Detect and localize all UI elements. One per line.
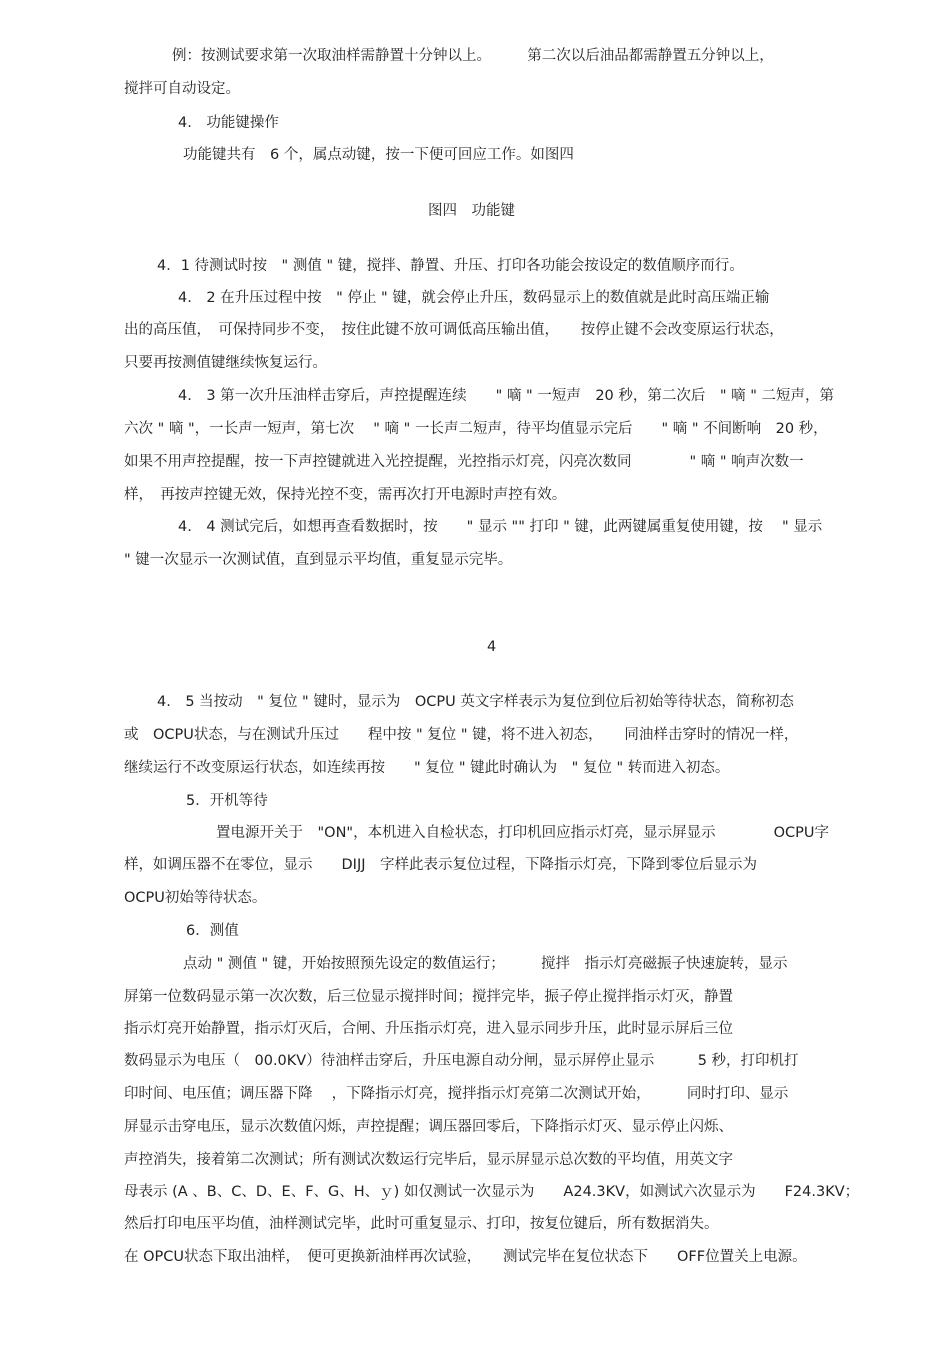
text-line: 在 OPCU状态下取出油样， 便可更换新油样再次试验， 测试完毕在复位状态下 OFF位置关上电源。 <box>124 1249 807 1265</box>
text-line: " 键一次显示一次测试值，直到显示平均值，重复显示完毕。 <box>124 552 513 568</box>
text-line: 例：按测试要求第一次取油样需静置十分钟以上。 第二次以后油品都需静置五分钟以上， <box>172 48 774 64</box>
text-line: 数码显示为电压（ 00.0KV）待油样击穿后，升压电源自动分闸，显示屏停止显示 5 秒，打印机打 <box>124 1053 799 1069</box>
text-line: 4. 4 测试完后，如想再查看数据时，按 " 显示 "" 打印 " 键，此两键属重复使用键，按 " 显示 <box>178 519 823 535</box>
text-line: 印时间、电压值；调压器下降 ，下降指示灯亮，搅拌指示灯亮第二次测试开始， 同时打印、显示 <box>124 1086 789 1102</box>
text-line: 功能键共有 6 个，属点动键，按一下便可回应工作。如图四 <box>183 147 574 163</box>
section-heading: 4. 功能键操作 <box>178 115 279 131</box>
text-line: 只要再按测值键继续恢复运行。 <box>124 355 327 371</box>
text-line: 4．1 待测试时按 " 测值 " 键，搅拌、静置、升压、打印各功能会按设定的数值顺序而行。 <box>157 258 744 274</box>
page-number: 4 <box>487 639 497 655</box>
text-line: 六次 " 嘀 "，一长声一短声，第七次 " 嘀 " 一长声二短声，待平均值显示完后 " 嘀 " 不间断响 20 秒， <box>124 421 828 437</box>
text-line: 然后打印电压平均值，油样测试完毕，此时可重复显示、打印，按复位键后，所有数据消失。 <box>124 1216 719 1232</box>
text-line: 点动 " 测值 " 键，开始按照预先设定的数值运行； 搅拌 指示灯亮磁振子快速旋转，显示 <box>183 956 788 972</box>
text-line: 屏第一位数码显示第一次次数，后三位显示搅拌时间；搅拌完毕，振子停止搅拌指示灯灭，静置 <box>124 989 733 1005</box>
section-heading: 5．开机等待 <box>186 793 268 809</box>
text-line: 继续运行不改变原运行状态，如连续再按 " 复位 " 键此时确认为 " 复位 " 转而进入初态。 <box>124 760 730 776</box>
text-line: 母表示 (A 、B、C、D、E、F、G、H、ｙ) 如仅测试一次显示为 A24.3KV，如测试六次显示为 F24.3KV； <box>124 1184 860 1200</box>
text-line: 搅拌可自动设定。 <box>124 81 240 97</box>
text-line: 样，如调压器不在零位，显示 DIJJ 字样此表示复位过程，下降指示灯亮，下降到零位后显示为 <box>124 857 757 873</box>
text-line: 指示灯亮开始静置，指示灯灭后，合闸、升压指示灯亮，进入显示同步升压，此时显示屏后三位 <box>124 1021 733 1037</box>
section-heading: 6．测值 <box>186 923 239 939</box>
text-line: 4. 5 当按动 " 复位 " 键时，显示为 OCPU 英文字样表示为复位到位后初始等待状态，简称初态 <box>157 694 794 710</box>
text-line: 出的高压值， 可保持同步不变， 按住此键不放可调低高压输出值， 按停止键不会改变原运行状态， <box>124 322 784 338</box>
figure-caption: 图四 功能键 <box>428 203 515 219</box>
text-line: 或 OCPU状态，与在测试升压过 程中按 " 复位 " 键，将不进入初态， 同油样击穿时的情况一样， <box>124 727 799 743</box>
text-line: 如果不用声控提醒，按一下声控键就进入光控提醒，光控指示灯亮，闪亮次数同 " 嘀 " 响声次数一 <box>124 454 804 470</box>
text-line: 屏显示击穿电压，显示次数值闪烁，声控提醒；调压器回零后，下降指示灯灭、显示停止闪烁、 <box>124 1119 733 1135</box>
text-line: 4. 3 第一次升压油样击穿后，声控提醒连续 " 嘀 " 一短声 20 秒，第二次后 " 嘀 " 二短声，第 <box>178 388 835 404</box>
text-line: 置电源开关于 "ON"，本机进入自检状态，打印机回应指示灯亮，显示屏显示 OCPU字 <box>216 825 829 841</box>
text-line: 声控消失，接着第二次测试；所有测试次数运行完毕后，显示屏显示总次数的平均值，用英文字 <box>124 1152 733 1168</box>
text-line: 4. 2 在升压过程中按 " 停止 " 键，就会停止升压，数码显示上的数值就是此时高压端正输 <box>178 290 770 306</box>
text-line: 样， 再按声控键无效，保持光控不变，需再次打开电源时声控有效。 <box>124 487 567 503</box>
text-line: OCPU初始等待状态。 <box>124 890 267 906</box>
